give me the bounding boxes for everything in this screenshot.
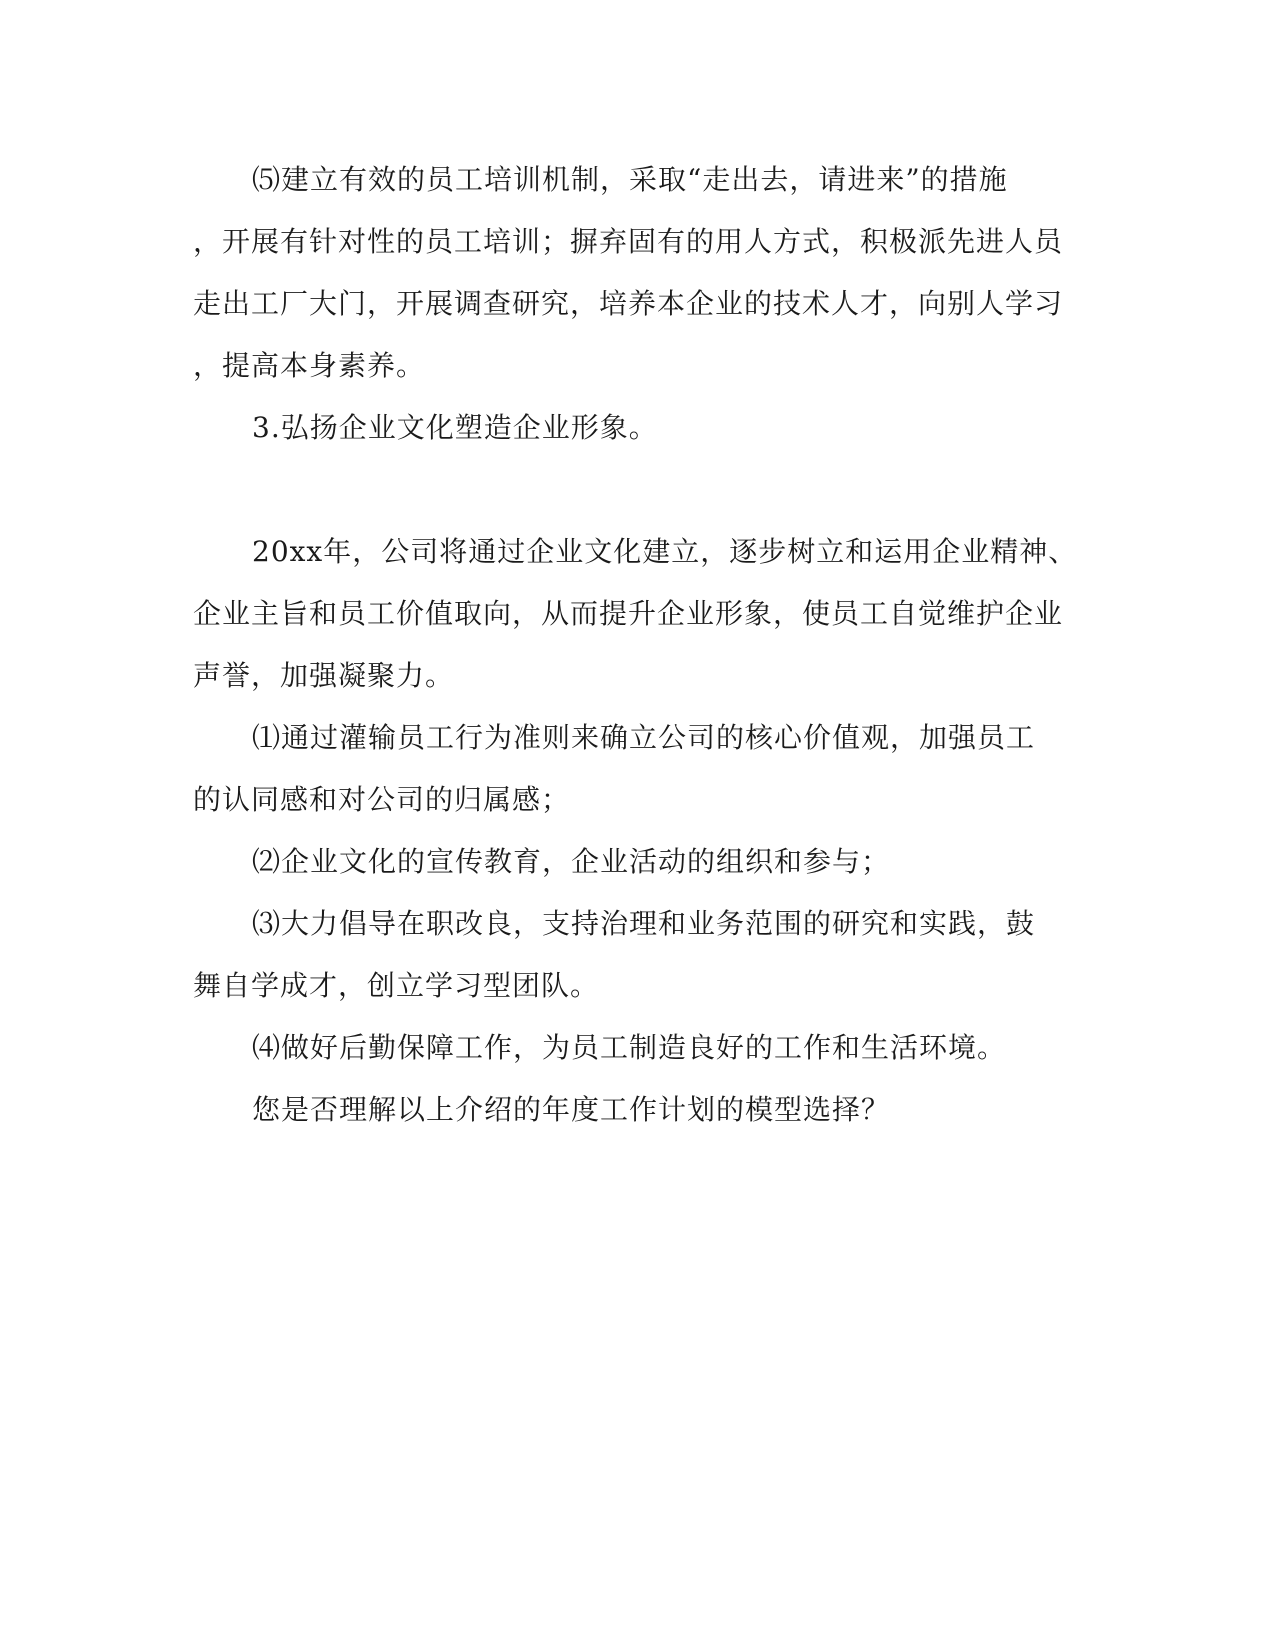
item-3-line-2: 舞自学成才，创立学习型团队。 xyxy=(193,969,600,1002)
paragraph-5-line-1: ⑸建立有效的员工培训机制，采取“走出去，请进来”的措施 xyxy=(252,163,1008,196)
section-heading-3: 3.弘扬企业文化塑造企业形象。 xyxy=(252,411,658,444)
item-1-line-1: ⑴通过灌输员工行为准则来确立公司的核心价值观，加强员工 xyxy=(252,721,1036,754)
item-3-line-1: ⑶大力倡导在职改良，支持治理和业务范围的研究和实践，鼓 xyxy=(252,907,1036,940)
culture-paragraph-line-3: 声誉，加强凝聚力。 xyxy=(193,659,455,692)
culture-paragraph-line-1: 20xx年，公司将通过企业文化建立，逐步树立和运用企业精神、 xyxy=(252,535,1078,568)
culture-paragraph-line-2: 企业主旨和员工价值取向，从而提升企业形象，使员工自觉维护企业 xyxy=(193,597,1064,630)
closing-question: 您是否理解以上介绍的年度工作计划的模型选择？ xyxy=(252,1093,891,1126)
item-4: ⑷做好后勤保障工作，为员工制造良好的工作和生活环境。 xyxy=(252,1031,1007,1064)
item-1-line-2: 的认同感和对公司的归属感； xyxy=(193,783,571,816)
item-2: ⑵企业文化的宣传教育，企业活动的组织和参与； xyxy=(252,845,891,878)
paragraph-5-line-2: ，开展有针对性的员工培训；摒弃固有的用人方式，积极派先进人员 xyxy=(193,225,1064,258)
paragraph-5-line-3: 走出工厂大门，开展调查研究，培养本企业的技术人才，向别人学习 xyxy=(193,287,1064,320)
paragraph-5-line-4: ，提高本身素养。 xyxy=(193,349,426,382)
